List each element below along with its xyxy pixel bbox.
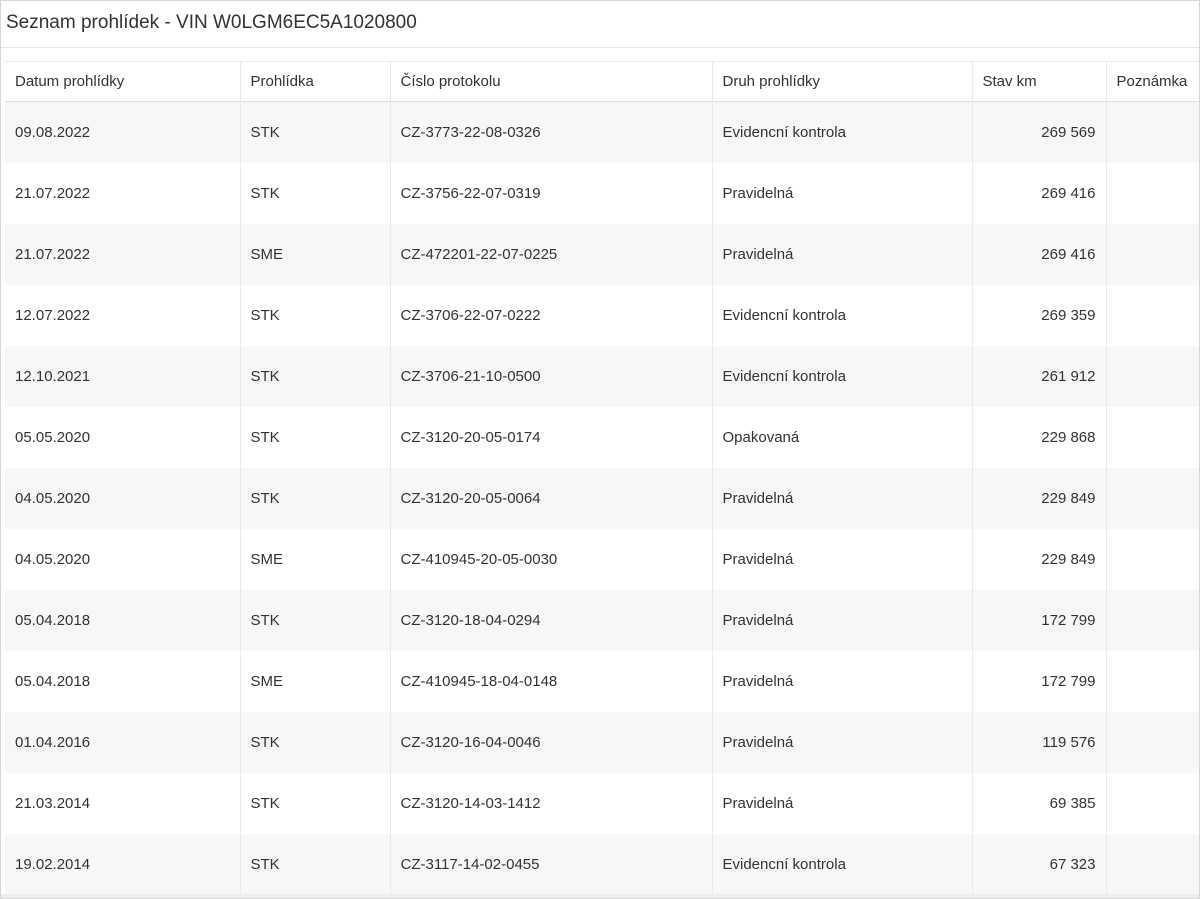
cell-note	[1106, 773, 1199, 834]
cell-date: 12.10.2021	[5, 346, 240, 407]
cell-note	[1106, 590, 1199, 651]
cell-type: Pravidelná	[712, 468, 972, 529]
table-header	[5, 62, 1199, 102]
cell-note	[1106, 468, 1199, 529]
cell-date: 04.05.2020	[5, 468, 240, 529]
cell-protocol: CZ-3706-21-10-0500	[390, 346, 712, 407]
table-body	[5, 102, 1199, 895]
cell-type: Evidencní kontrola	[712, 834, 972, 895]
column-header-protocol[interactable]: Číslo protokolu	[390, 62, 712, 102]
cell-protocol: CZ-3120-18-04-0294	[390, 590, 712, 651]
cell-type: Evidencní kontrola	[712, 102, 972, 163]
cell-note	[1106, 163, 1199, 224]
cell-inspection: STK	[240, 834, 390, 895]
cell-type: Pravidelná	[712, 712, 972, 773]
table-row[interactable]	[5, 468, 1199, 529]
cell-protocol: CZ-410945-20-05-0030	[390, 529, 712, 590]
cell-type: Pravidelná	[712, 590, 972, 651]
column-header-date[interactable]: Datum prohlídky	[5, 62, 240, 102]
cell-type: Pravidelná	[712, 651, 972, 712]
cell-date: 12.07.2022	[5, 285, 240, 346]
cell-inspection: SME	[240, 651, 390, 712]
cell-km: 229 868	[972, 407, 1106, 468]
cell-km: 269 416	[972, 224, 1106, 285]
cell-note	[1106, 651, 1199, 712]
table-row[interactable]	[5, 285, 1199, 346]
cell-km: 119 576	[972, 712, 1106, 773]
cell-km: 269 359	[972, 285, 1106, 346]
cell-date: 05.05.2020	[5, 407, 240, 468]
cell-protocol: CZ-472201-22-07-0225	[390, 224, 712, 285]
cell-note	[1106, 529, 1199, 590]
cell-protocol: CZ-410945-18-04-0148	[390, 651, 712, 712]
table-row[interactable]	[5, 651, 1199, 712]
header-row	[5, 62, 1199, 102]
cell-type: Opakovaná	[712, 407, 972, 468]
table-row[interactable]	[5, 590, 1199, 651]
cell-type: Pravidelná	[712, 773, 972, 834]
column-header-inspection[interactable]: Prohlídka	[240, 62, 390, 102]
cell-note	[1106, 285, 1199, 346]
cell-date: 01.04.2016	[5, 712, 240, 773]
cell-type: Evidencní kontrola	[712, 285, 972, 346]
cell-inspection: STK	[240, 590, 390, 651]
cell-date: 09.08.2022	[5, 102, 240, 163]
cell-note	[1106, 224, 1199, 285]
cell-inspection: STK	[240, 773, 390, 834]
inspection-table	[5, 61, 1199, 895]
cell-date: 21.07.2022	[5, 163, 240, 224]
cell-date: 19.02.2014	[5, 834, 240, 895]
table-row[interactable]	[5, 529, 1199, 590]
cell-km: 172 799	[972, 590, 1106, 651]
cell-protocol: CZ-3120-20-05-0174	[390, 407, 712, 468]
table-row[interactable]	[5, 102, 1199, 163]
cell-inspection: SME	[240, 224, 390, 285]
cell-inspection: STK	[240, 712, 390, 773]
cell-km: 229 849	[972, 468, 1106, 529]
cell-note	[1106, 712, 1199, 773]
cell-protocol: CZ-3120-20-05-0064	[390, 468, 712, 529]
cell-note	[1106, 102, 1199, 163]
table-row[interactable]	[5, 346, 1199, 407]
cell-inspection: STK	[240, 346, 390, 407]
page-title: Seznam prohlídek - VIN W0LGM6EC5A1020800	[6, 12, 417, 33]
table-row[interactable]	[5, 773, 1199, 834]
cell-protocol: CZ-3756-22-07-0319	[390, 163, 712, 224]
cell-km: 261 912	[972, 346, 1106, 407]
cell-protocol: CZ-3706-22-07-0222	[390, 285, 712, 346]
panel-header	[1, 1, 1199, 48]
table-row[interactable]	[5, 163, 1199, 224]
table-row[interactable]	[5, 834, 1199, 895]
cell-date: 05.04.2018	[5, 590, 240, 651]
cell-inspection: STK	[240, 102, 390, 163]
table-row[interactable]	[5, 407, 1199, 468]
cell-note	[1106, 407, 1199, 468]
cell-protocol: CZ-3120-16-04-0046	[390, 712, 712, 773]
cell-km: 67 323	[972, 834, 1106, 895]
cell-type: Pravidelná	[712, 163, 972, 224]
panel-footer-edge	[1, 894, 1199, 898]
cell-type: Evidencní kontrola	[712, 346, 972, 407]
cell-type: Pravidelná	[712, 529, 972, 590]
cell-inspection: SME	[240, 529, 390, 590]
cell-inspection: STK	[240, 407, 390, 468]
cell-date: 21.03.2014	[5, 773, 240, 834]
cell-protocol: CZ-3773-22-08-0326	[390, 102, 712, 163]
cell-km: 269 416	[972, 163, 1106, 224]
cell-type: Pravidelná	[712, 224, 972, 285]
cell-date: 05.04.2018	[5, 651, 240, 712]
column-header-type[interactable]: Druh prohlídky	[712, 62, 972, 102]
cell-protocol: CZ-3117-14-02-0455	[390, 834, 712, 895]
cell-km: 229 849	[972, 529, 1106, 590]
cell-date: 21.07.2022	[5, 224, 240, 285]
inspection-table-container	[5, 61, 1199, 895]
cell-note	[1106, 346, 1199, 407]
table-row[interactable]	[5, 224, 1199, 285]
cell-date: 04.05.2020	[5, 529, 240, 590]
cell-km: 172 799	[972, 651, 1106, 712]
table-row[interactable]	[5, 712, 1199, 773]
cell-inspection: STK	[240, 468, 390, 529]
cell-note	[1106, 834, 1199, 895]
cell-inspection: STK	[240, 163, 390, 224]
column-header-note[interactable]: Poznámka	[1116, 73, 1188, 90]
cell-protocol: CZ-3120-14-03-1412	[390, 773, 712, 834]
cell-km: 69 385	[972, 773, 1106, 834]
column-header-km[interactable]: Stav km	[972, 62, 1106, 102]
cell-km: 269 569	[972, 102, 1106, 163]
cell-inspection: STK	[240, 285, 390, 346]
